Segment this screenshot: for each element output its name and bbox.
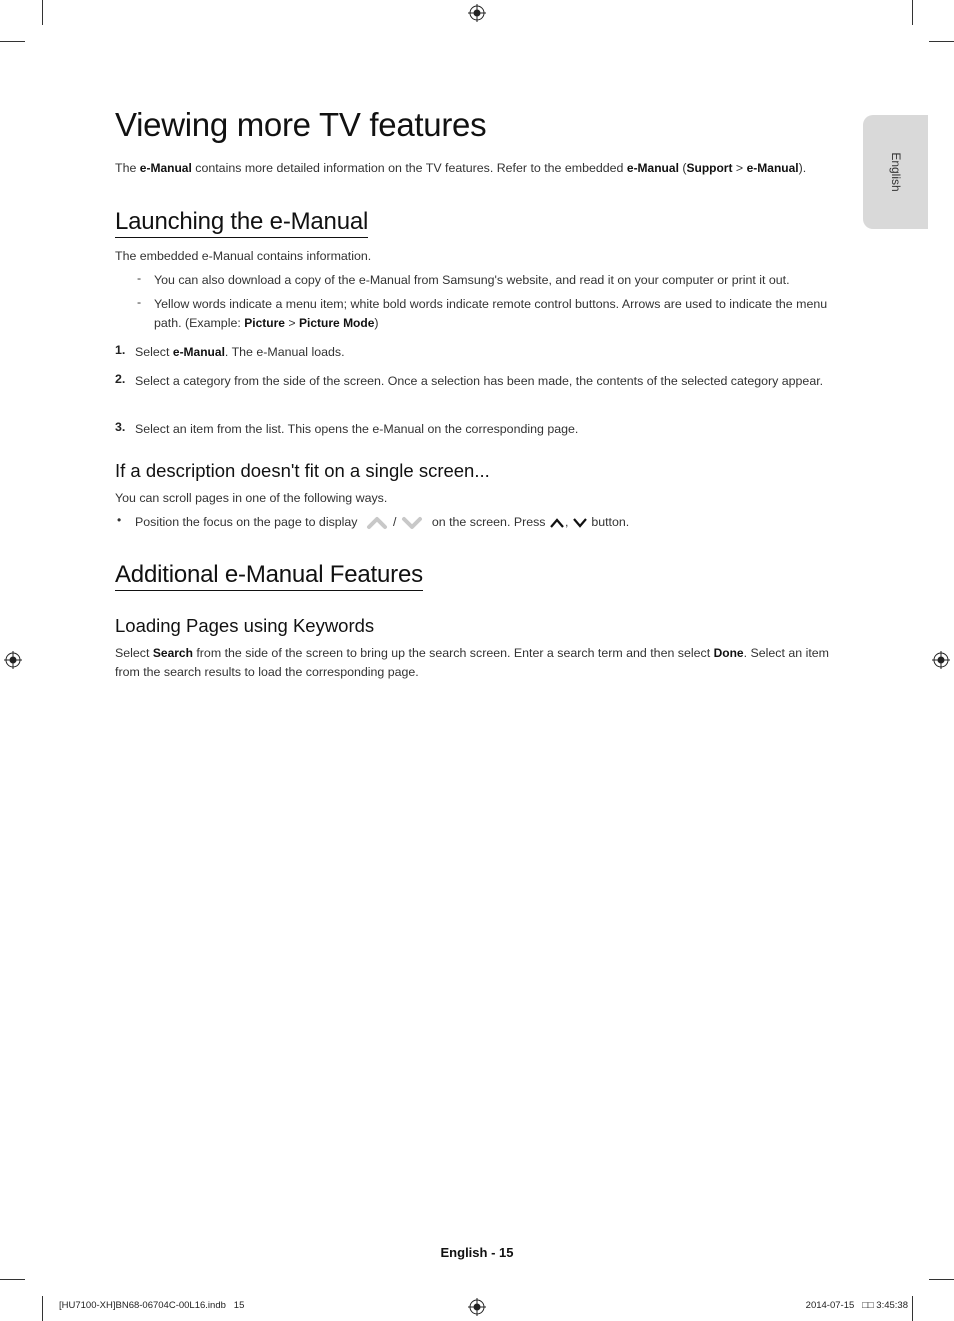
crop-mark [912,1296,913,1321]
keywords-text: from the side of the screen to bring up the search screen. Enter a search term and then select [192,646,714,660]
bullet-marker: • [117,513,122,527]
step-number: 1. [115,343,126,357]
keywords-paragraph [115,644,835,682]
subheading-keywords: Loading Pages using Keywords [115,615,375,636]
down-button-icon [572,517,588,529]
step-text: . The e-Manual loads. [224,345,345,359]
date-slug: 2014-07-15 □□ 3:45:38 [805,1300,908,1311]
done-term: Done [713,646,744,660]
intro-text: > [732,161,747,175]
intro-emanual-term: e-Manual [139,161,192,175]
crop-mark [929,1279,954,1280]
bullet-text: , [564,515,569,529]
keywords-text: Select [115,646,153,660]
section-heading-launching: Launching the e-Manual [115,208,368,238]
intro-text: ( [678,161,687,175]
crop-mark [0,1279,25,1280]
bullet-text: button. [591,515,630,529]
note-text: > [284,316,300,330]
crop-mark [912,0,913,25]
note-text: Yellow words indicate a menu item; white bold words indicate remote control buttons. Arrows are used to indicate the menu path. (Example: [154,297,828,330]
step-emanual-term: e-Manual [172,345,225,359]
intro-paragraph [115,161,845,175]
registration-mark-icon [932,651,950,669]
intro-text: ). [798,161,807,175]
registration-mark-icon [468,1298,486,1316]
scroll-bullet [135,513,629,532]
step-2: Select a category from the side of the screen. Once a selection has been made, the contents of the selected category appear. [135,374,824,388]
step-3: Select an item from the list. This opens the e-Manual on the corresponding page. [135,422,579,436]
dash-marker: - [137,295,142,309]
note-picture-term: Picture [244,316,285,330]
note-picture-mode-term: Picture Mode [299,316,375,330]
bullet-text: Position the focus on the page to display [135,515,358,529]
step-1 [135,343,345,362]
intro-text: The [115,161,140,175]
registration-mark-icon [468,4,486,22]
dash-marker: - [137,271,142,285]
intro-emanual-term: e-Manual [746,161,799,175]
note-download: You can also download a copy of the e-Manual from Samsung's website, and read it on your computer or print it out. [154,273,790,287]
step-number: 3. [115,420,126,434]
note-text: ) [374,316,379,330]
page-title: Viewing more TV features [115,106,487,143]
scroll-up-arrow-icon [365,515,389,531]
search-term: Search [152,646,193,660]
crop-mark [929,41,954,42]
crop-mark [42,0,43,25]
file-slug: [HU7100-XH]BN68-06704C-00L16.indb 15 [59,1300,245,1311]
note-yellow-words [154,295,844,333]
step-number: 2. [115,372,126,386]
keywords-text: . Select an item from the search results to load the corresponding page. [115,646,830,679]
crop-mark [42,1296,43,1321]
language-side-tab [863,115,928,229]
crop-mark [0,41,25,42]
intro-emanual-term: e-Manual [626,161,679,175]
registration-mark-icon [4,651,22,669]
bullet-text: / [392,515,397,529]
step-text: Select [135,345,173,359]
intro-support-term: Support [686,161,733,175]
section-heading-additional: Additional e-Manual Features [115,561,423,591]
bullet-text: on the screen. Press [431,515,546,529]
up-button-icon [549,517,565,529]
page-number: English - 15 [440,1245,514,1260]
intro-text: contains more detailed information on the TV features. Refer to the embedded [191,161,627,175]
language-tab-label: English [888,152,903,192]
launching-intro: The embedded e-Manual contains information. [115,249,372,263]
scroll-down-arrow-icon [400,515,424,531]
scroll-intro: You can scroll pages in one of the following ways. [115,491,388,505]
subheading-scroll: If a description doesn't fit on a single screen... [115,460,490,481]
